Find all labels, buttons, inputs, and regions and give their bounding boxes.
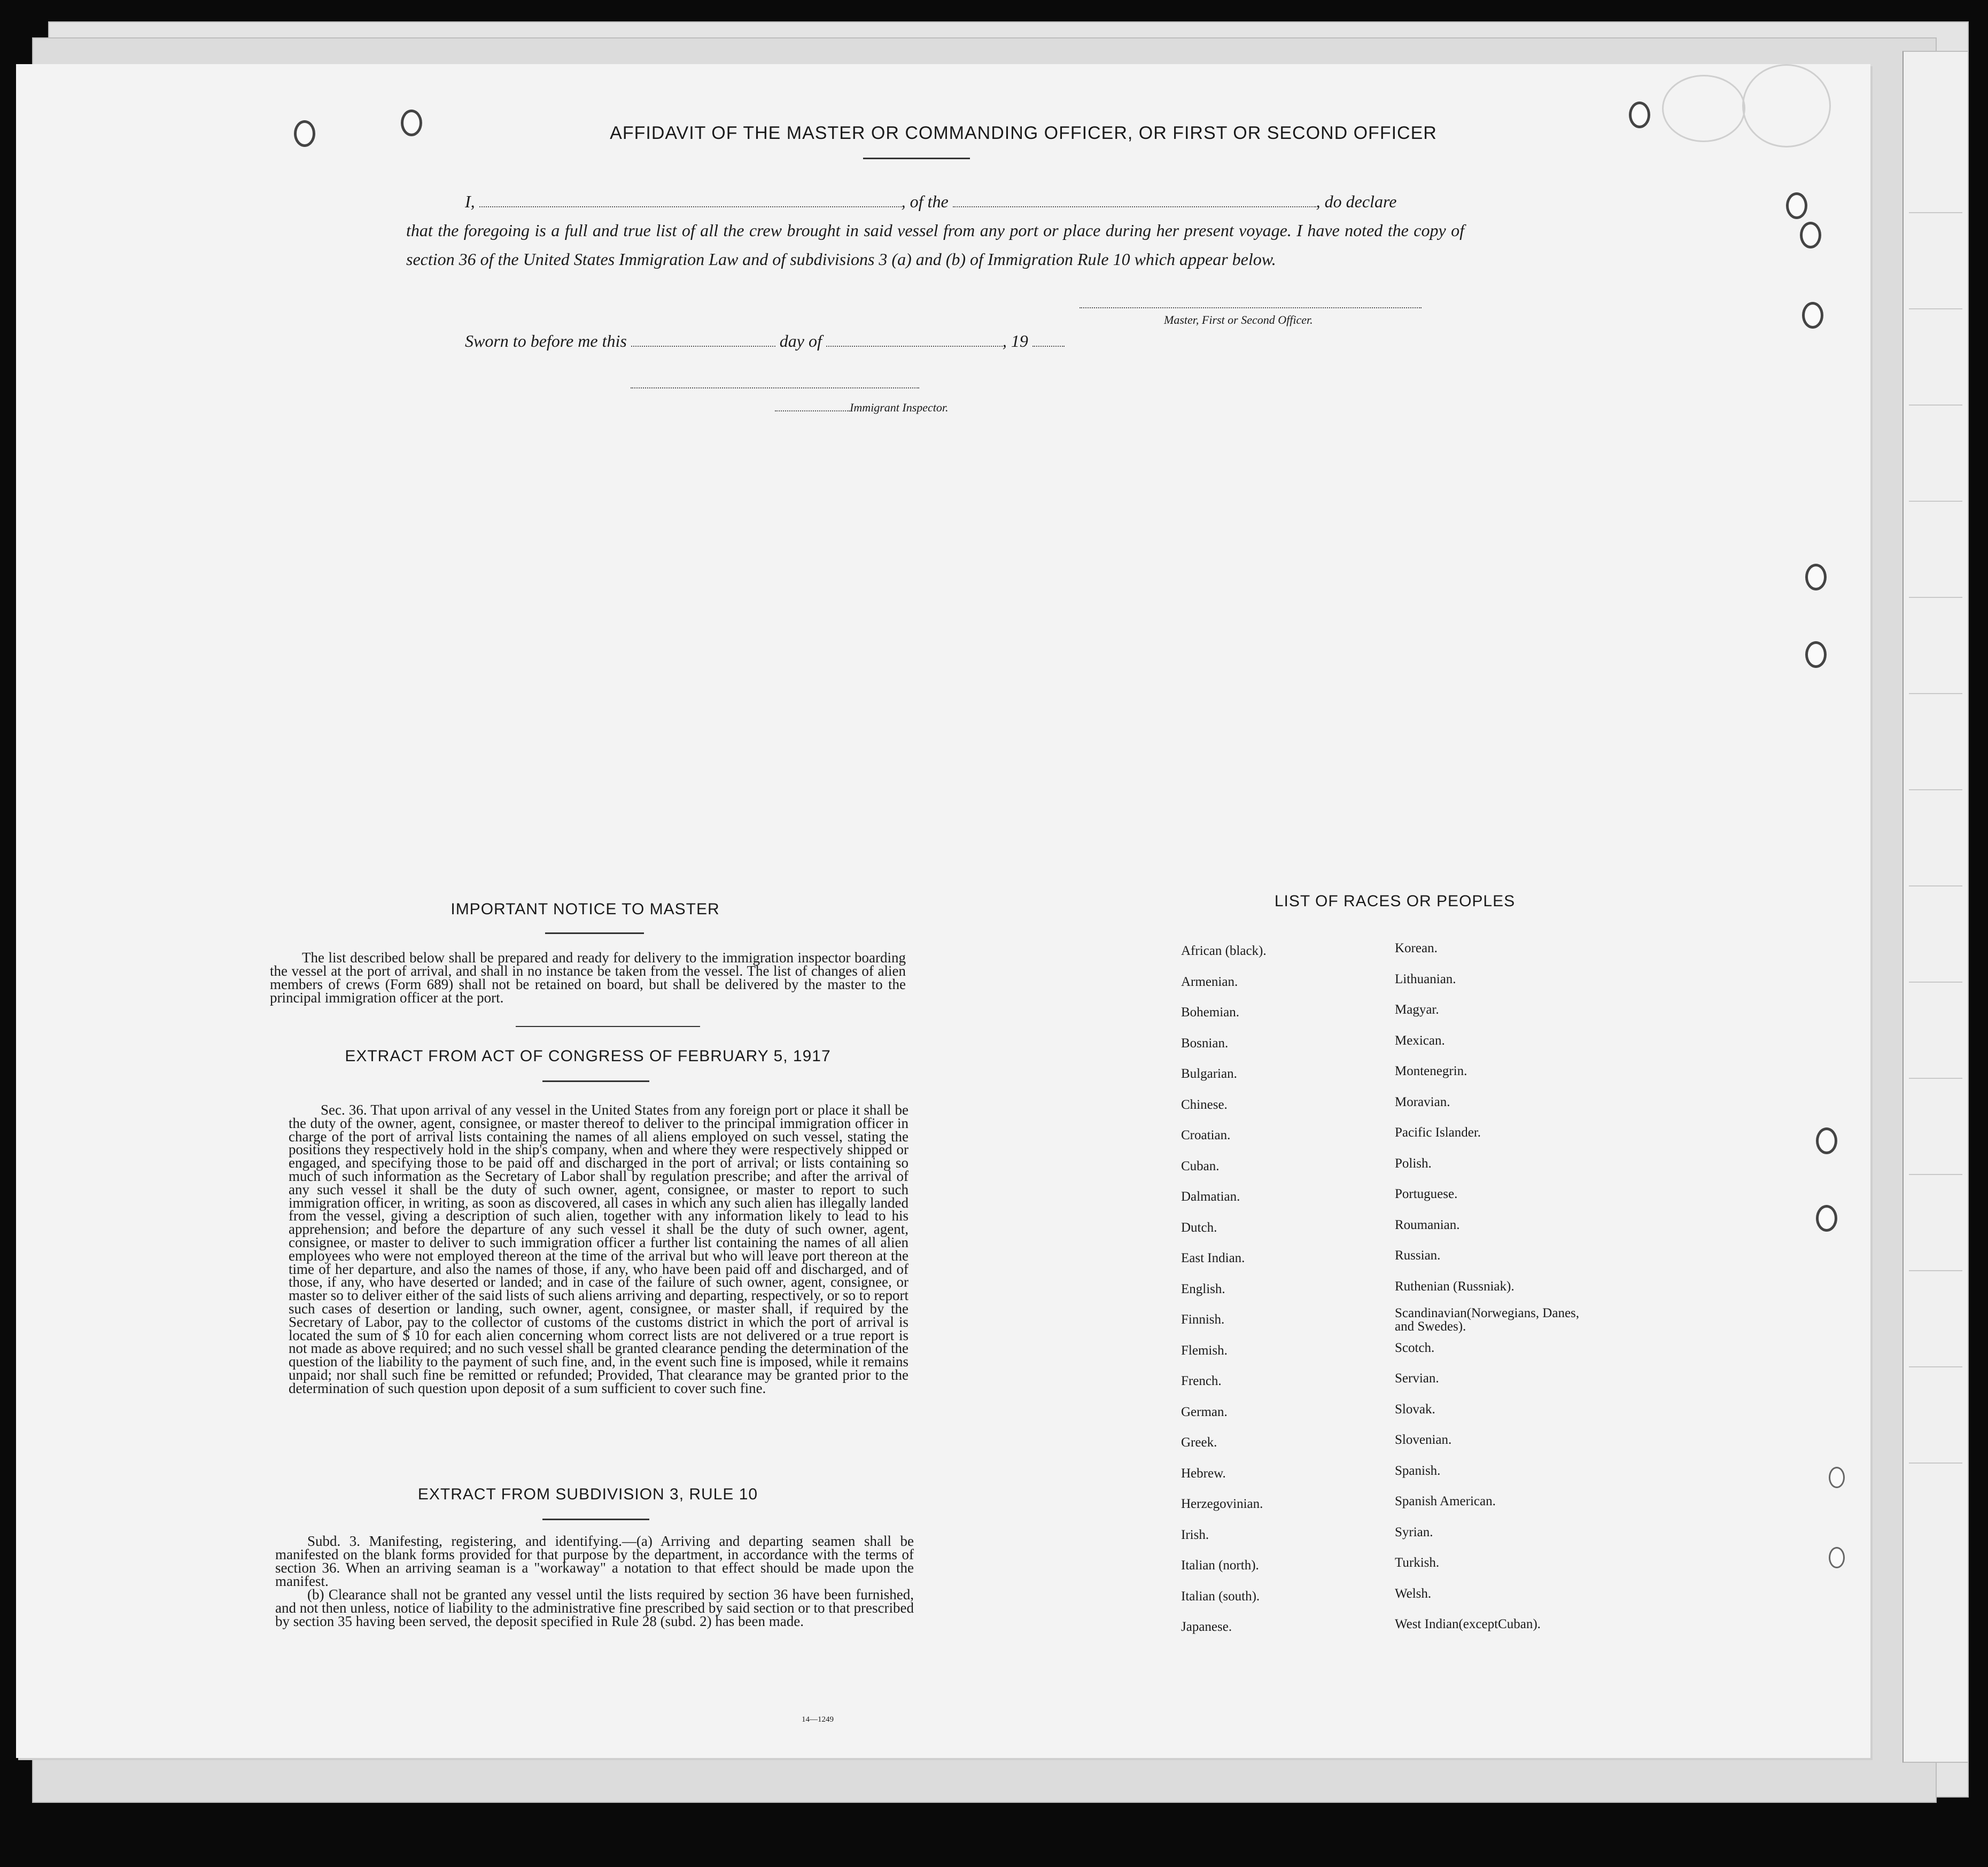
race-item: Bosnian. — [1181, 1036, 1229, 1051]
act-extract-rule — [542, 1080, 649, 1082]
race-item: Syrian. — [1395, 1524, 1433, 1539]
race-item: Scandinavian(Norwegians, Danes, and Swedes). — [1395, 1306, 1580, 1334]
declaration-declare: , do declare — [1316, 192, 1397, 211]
races-column-2 — [1395, 938, 1598, 1645]
race-item: Dalmatian. — [1181, 1189, 1240, 1204]
punch-hole — [1805, 564, 1827, 590]
punch-hole — [1816, 1205, 1837, 1232]
sworn-year: , 19 — [1002, 331, 1028, 351]
punch-hole — [1816, 1127, 1837, 1154]
notice-title: IMPORTANT NOTICE TO MASTER — [451, 900, 720, 918]
race-item: African (black). — [1181, 944, 1267, 958]
race-item: Spanish. — [1395, 1463, 1441, 1478]
race-item: Flemish. — [1181, 1343, 1228, 1358]
race-item: Korean. — [1395, 941, 1438, 955]
race-item: German. — [1181, 1404, 1228, 1419]
race-item: Japanese. — [1181, 1620, 1232, 1634]
form-number: 14—1249 — [802, 1715, 834, 1724]
vessel-blank[interactable] — [953, 206, 1316, 207]
race-item: Pacific Islander. — [1395, 1125, 1481, 1140]
declaration-line — [406, 187, 1464, 216]
title-rule — [863, 158, 970, 159]
punch-hole — [1829, 1547, 1845, 1568]
sworn-line — [465, 331, 1065, 351]
name-blank[interactable] — [479, 206, 902, 207]
race-item: Moravian. — [1395, 1094, 1450, 1109]
race-item: Servian. — [1395, 1371, 1439, 1386]
race-item: Ruthenian (Russniak). — [1395, 1279, 1515, 1294]
punch-hole — [1786, 192, 1807, 219]
races-title: LIST OF RACES OR PEOPLES — [1274, 892, 1516, 910]
race-item: East Indian. — [1181, 1251, 1245, 1265]
race-item: Italian (north). — [1181, 1558, 1259, 1573]
sworn-year-blank[interactable] — [1032, 346, 1065, 347]
race-item: Montenegrin. — [1395, 1064, 1467, 1078]
race-item: Finnish. — [1181, 1312, 1225, 1327]
punch-hole — [1829, 1467, 1845, 1488]
race-item: Slovenian. — [1395, 1433, 1452, 1447]
master-signature-line[interactable] — [1080, 307, 1422, 308]
back-sheet-right-edge — [1902, 51, 1969, 1763]
race-item: Slovak. — [1395, 1402, 1435, 1417]
subdivision-3b-paragraph: (b) Clearance shall not be granted any vessel until the lists required by section 36 have been furnished, and not then unless, notice of liability to the administrative fine prescribed by said section or to that prescribed by section 35 having been served, the deposit specified in Rule 28 (subd. 2) has been made. — [275, 1586, 914, 1629]
notice-paragraph: The list described below shall be prepared and ready for delivery to the immigration inspector boarding the vessel at the port of arrival, and shall in no instance be taken from the vessel. The list of changes of alien members of crews (Form 689) shall not be retained on board, but shall be delivered by the master to the principal immigration officer at the port. — [270, 950, 906, 1006]
affidavit-text: that the foregoing is a full and true list of all the crew brought in said vessel from any port or place during her present voyage. I have noted the copy of section 36 of the United States Immigration Law and of subdivisions 3 (a) and (b) of Immigration Rule 10 which appear below. — [406, 221, 1464, 269]
notice-text — [270, 951, 906, 1005]
race-item: Italian (south). — [1181, 1589, 1260, 1604]
race-item: Irish. — [1181, 1527, 1209, 1542]
race-item: Lithuanian. — [1395, 971, 1456, 986]
subdivision-3a-paragraph: Subd. 3. Manifesting, registering, and identifying.—(a) Arriving and departing seamen shall be manifested on the blank forms provided for that purpose by the department, in accordance with the terms of section 36. When an arriving seaman is a "workaway" a notation to that effect should be made upon the manifest. — [275, 1533, 914, 1589]
document-page — [16, 64, 1870, 1758]
race-item: Herzegovinian. — [1181, 1497, 1263, 1511]
race-item: English. — [1181, 1281, 1225, 1296]
declaration-of-the: , of the — [901, 192, 949, 211]
race-item: Croatian. — [1181, 1128, 1231, 1142]
race-item: Russian. — [1395, 1248, 1441, 1263]
master-signature-caption: Master, First or Second Officer. — [1164, 313, 1313, 326]
race-item: Hebrew. — [1181, 1466, 1226, 1481]
punch-hole — [1802, 302, 1823, 329]
act-extract-text — [289, 1103, 908, 1395]
race-item: West Indian(exceptCuban). — [1395, 1617, 1541, 1631]
punch-hole — [1805, 641, 1827, 668]
race-item: Turkish. — [1395, 1555, 1440, 1570]
race-item: Magyar. — [1395, 1002, 1439, 1017]
affidavit-title: AFFIDAVIT OF THE MASTER OR COMMANDING OFFICER, OR FIRST OR SECOND OFFICER — [610, 123, 1437, 143]
rule-extract-rule — [542, 1519, 649, 1520]
section-36-paragraph: Sec. 36. That upon arrival of any vessel in the United States from any foreign port or place it shall be the duty of the owner, agent, consignee, or master thereof to deliver to the principal immigration officer in charge of the port of arrival lists containing the names of all aliens employed on such vessel, stating the positions they respectively hold in the ship's company, when and where they were respectively shipped or engaged, and specifying those to be paid off and discharged in the port of arrival; or lists containing so much of such information as the Secretary of Labor shall by regulation prescribe; and after the arrival of any such vessel it shall be the duty of such owner, agent, consignee, or master to report to such immigration officer, in writing, as soon as discovered, all cases in which any such alien has illegally landed from the vessel, giving a description of such alien, together with any information likely to lead to his apprehension; and before the departure of any such vessel it shall be the duty of such owner, agent, consignee, or master to deliver to such immigration officer a further list containing the names of all alien employees who were not employed thereon at the time of the arrival but who will leave port thereon at the time of her departure, and also the names of those, if any, who have been paid off and discharged, and of those, if any, who have deserted or landed; and in case of the failure of such owner, agent, consignee, or master so to deliver either of the said lists of such aliens arriving and departing, respectively, or so to report such cases of desertion or landing, such owner, agent, consignee, or master shall, if required by the Secretary of Labor, pay to the collector of customs of the customs district in which the port of arrival is located the sum of $ 10 for each alien concerning whom correct lists are not delivered or a true report is not made as above required; and no such vessel shall be granted clearance pending the determination of the question of the liability to the payment of such fine, and, in the event such fine is imposed, while it remains unpaid; nor shall such fine be remitted or refunded; Provided, That clearance may be granted prior to the determination of such question upon deposit of a sum sufficient to cover such fine. — [289, 1102, 908, 1396]
sworn-day-blank[interactable] — [631, 346, 775, 347]
race-item: French. — [1181, 1374, 1222, 1388]
notice-end-rule — [516, 1026, 700, 1027]
races-column-1 — [1181, 940, 1267, 1647]
inspector-caption-row — [775, 401, 949, 415]
inspector-signature-line[interactable] — [631, 387, 919, 388]
notice-title-rule — [545, 932, 644, 934]
race-item: Dutch. — [1181, 1220, 1217, 1235]
race-item: Greek. — [1181, 1435, 1217, 1450]
sworn-prefix: Sworn to before me this — [465, 331, 627, 351]
race-item: Portuguese. — [1395, 1187, 1458, 1201]
sworn-day-of: day of — [779, 331, 822, 351]
rule-extract-text — [275, 1535, 914, 1628]
race-item: Welsh. — [1395, 1586, 1432, 1601]
inspector-caption: Immigrant Inspector. — [850, 401, 949, 414]
race-item: Scotch. — [1395, 1340, 1435, 1355]
race-item: Bulgarian. — [1181, 1067, 1237, 1081]
race-item: Mexican. — [1395, 1033, 1445, 1048]
race-item: Roumanian. — [1395, 1217, 1460, 1232]
declaration-i: I, — [465, 192, 475, 211]
race-item: Chinese. — [1181, 1097, 1228, 1112]
race-item: Armenian. — [1181, 974, 1238, 989]
inspector-caption-dots — [775, 410, 850, 411]
punch-hole — [1800, 222, 1821, 248]
race-item: Bohemian. — [1181, 1005, 1240, 1020]
race-item: Polish. — [1395, 1156, 1432, 1171]
sworn-month-blank[interactable] — [826, 346, 1003, 347]
affidavit-body — [406, 187, 1464, 274]
rule-extract-title: EXTRACT FROM SUBDIVISION 3, RULE 10 — [417, 1485, 758, 1503]
race-item: Cuban. — [1181, 1158, 1220, 1173]
race-item: Spanish American. — [1395, 1494, 1496, 1508]
act-extract-title: EXTRACT FROM ACT OF CONGRESS OF FEBRUARY 5, 1917 — [345, 1047, 831, 1065]
